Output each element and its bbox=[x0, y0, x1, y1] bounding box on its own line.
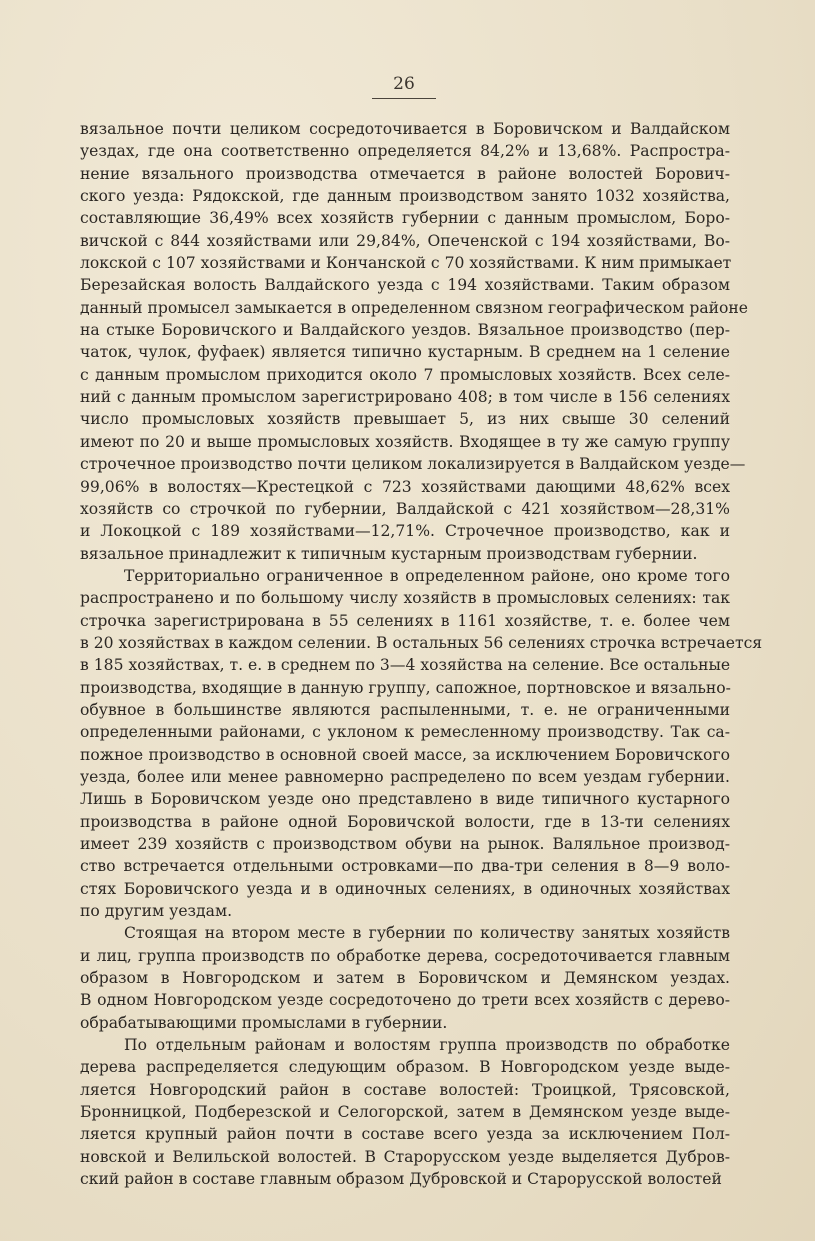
text-line: пожное производство в основной своей массе, за исключением Боровичского bbox=[80, 745, 730, 764]
text-line: В одном Новгородском уезде сосредоточено до трети всех хозяйств с дерево- bbox=[80, 991, 730, 1010]
text-line: дерева распределяется следующим образом. В Новгородском уезде выде- bbox=[80, 1058, 730, 1077]
text-line: в 20 хозяйствах в каждом селении. В остальных 56 селениях строчка встречается bbox=[80, 633, 763, 652]
text-line: чаток, чулок, фуфаек) является типично кустарным. В среднем на 1 селение bbox=[80, 343, 730, 362]
text-line: уезда, более или менее равномерно распределено по всем уездам губернии. bbox=[80, 767, 730, 786]
text-line: имеет 239 хозяйств с производством обуви на рынок. Валяльное производ- bbox=[80, 835, 730, 853]
paragraph bbox=[80, 922, 730, 1034]
text-line: по другим уездам. bbox=[80, 902, 233, 921]
text-line: вязальное принадлежит к типичным кустарным производствам губернии. bbox=[80, 544, 698, 563]
text-line: составляющие 36,49% всех хозяйств губернии с данным промыслом, Боро- bbox=[80, 209, 730, 228]
text-line: 99,06% в волостях—Крестецкой с 723 хозяйствами дающими 48,62% всех bbox=[80, 477, 730, 496]
text-line: Бронницкой, Подберезской и Селогорской, затем в Демянском уезде выде- bbox=[80, 1103, 730, 1122]
text-line: и Локоцкой с 189 хозяйствами—12,71%. Строчечное производство, как и bbox=[80, 522, 730, 541]
text-line: имеют по 20 и выше промысловых хозяйств. Входящее в ту же самую группу bbox=[80, 432, 730, 451]
text-line: вязальное почти целиком сосредоточивается в Боровичском и Валдайском bbox=[80, 120, 730, 138]
text-line: По отдельным районам и волостям группа производств по обработке bbox=[124, 1036, 730, 1055]
text-line: ляется крупный район почти в составе всего уезда за исключением Пол- bbox=[80, 1125, 730, 1144]
text-line: в 185 хозяйствах, т. е. в среднем по 3—4 хозяйства на селение. Все остальные bbox=[80, 656, 731, 675]
text-line: определенными районами, с уклоном к ремесленному производству. Так са- bbox=[80, 723, 730, 742]
text-line: вичской с 844 хозяйствами или 29,84%, Опеченской с 194 хозяйствами, Во- bbox=[80, 231, 730, 250]
text-line: новской и Велильской волостей. В Старорусском уезде выделяется Дубров- bbox=[80, 1147, 730, 1166]
text-line: обувное в большинстве являются распыленными, т. е. не ограниченными bbox=[80, 700, 730, 719]
text-line: ляется Новгородский район в составе волостей: Троицкой, Трясовской, bbox=[80, 1080, 730, 1099]
text-line: с данным промыслом приходится около 7 промысловых хозяйств. Всех селе- bbox=[80, 365, 730, 384]
text-line: обрабатывающими промыслами в губернии. bbox=[80, 1013, 448, 1032]
body-text bbox=[80, 118, 763, 1191]
text-line: производства в районе одной Боровичской волости, где в 13-ти селениях bbox=[80, 812, 730, 831]
text-line: ний с данным промыслом зарегистрировано 408; в том числе в 156 селениях bbox=[80, 388, 730, 407]
text-line: Березайская волость Валдайского уезда с 194 хозяйствами. Таким образом bbox=[80, 276, 730, 295]
text-line: Лишь в Боровичском уезде оно представлено в виде типичного кустарного bbox=[80, 790, 730, 809]
text-line: ский район в составе главным образом Дубровской и Старорусской волостей bbox=[80, 1170, 722, 1189]
text-line: уездах, где она соответственно определяется 84,2% и 13,68%. Распростра- bbox=[80, 142, 730, 161]
text-line: нение вязального производства отмечается в районе волостей Борович- bbox=[80, 164, 730, 183]
page-number: 26 bbox=[372, 74, 436, 99]
text-line: распространено и по большому числу хозяйств в промысловых селениях: так bbox=[80, 589, 730, 608]
text-line: Стоящая на втором месте в губернии по количеству занятых хозяйств bbox=[124, 924, 730, 943]
paragraph bbox=[80, 118, 749, 565]
text-line: на стыке Боровичского и Валдайского уездов. Вязальное производство (пер- bbox=[80, 321, 730, 340]
text-line: строчка зарегистрирована в 55 селениях в 1161 хозяйстве, т. е. более чем bbox=[80, 611, 730, 630]
text-line: ство встречается отдельными островками—по два-три селения в 8—9 воло- bbox=[80, 857, 730, 876]
text-line: данный промысел замыкается в определенном связном географическом районе bbox=[80, 298, 749, 317]
text-line: производства, входящие в данную группу, сапожное, портновское и вязально- bbox=[80, 678, 731, 697]
text-line: хозяйств со строчкой по губернии, Валдайской с 421 хозяйством—28,31% bbox=[80, 499, 730, 518]
text-line: Территориально ограниченное в определенном районе, оно кроме того bbox=[124, 566, 730, 585]
text-line: строчечное производство почти целиком локализируется в Валдайском уезде— bbox=[80, 455, 746, 474]
paragraph bbox=[80, 1034, 730, 1190]
text-line: и лиц, группа производств по обработке дерева, сосредоточивается главным bbox=[80, 946, 730, 965]
paragraph bbox=[80, 565, 763, 923]
text-line: локской с 107 хозяйствами и Кончанской с 70 хозяйствами. К ним примыкает bbox=[80, 254, 732, 273]
text-line: ского уезда: Рядокской, где данным производством занято 1032 хозяйства, bbox=[80, 187, 730, 206]
text-line: стях Боровичского уезда и в одиночных селениях, в одиночных хозяйствах bbox=[80, 879, 730, 898]
text-line: число промысловых хозяйств превышает 5, из них свыше 30 селений bbox=[80, 410, 730, 429]
text-line: образом в Новгородском и затем в Боровичском и Демянском уездах. bbox=[80, 969, 730, 988]
